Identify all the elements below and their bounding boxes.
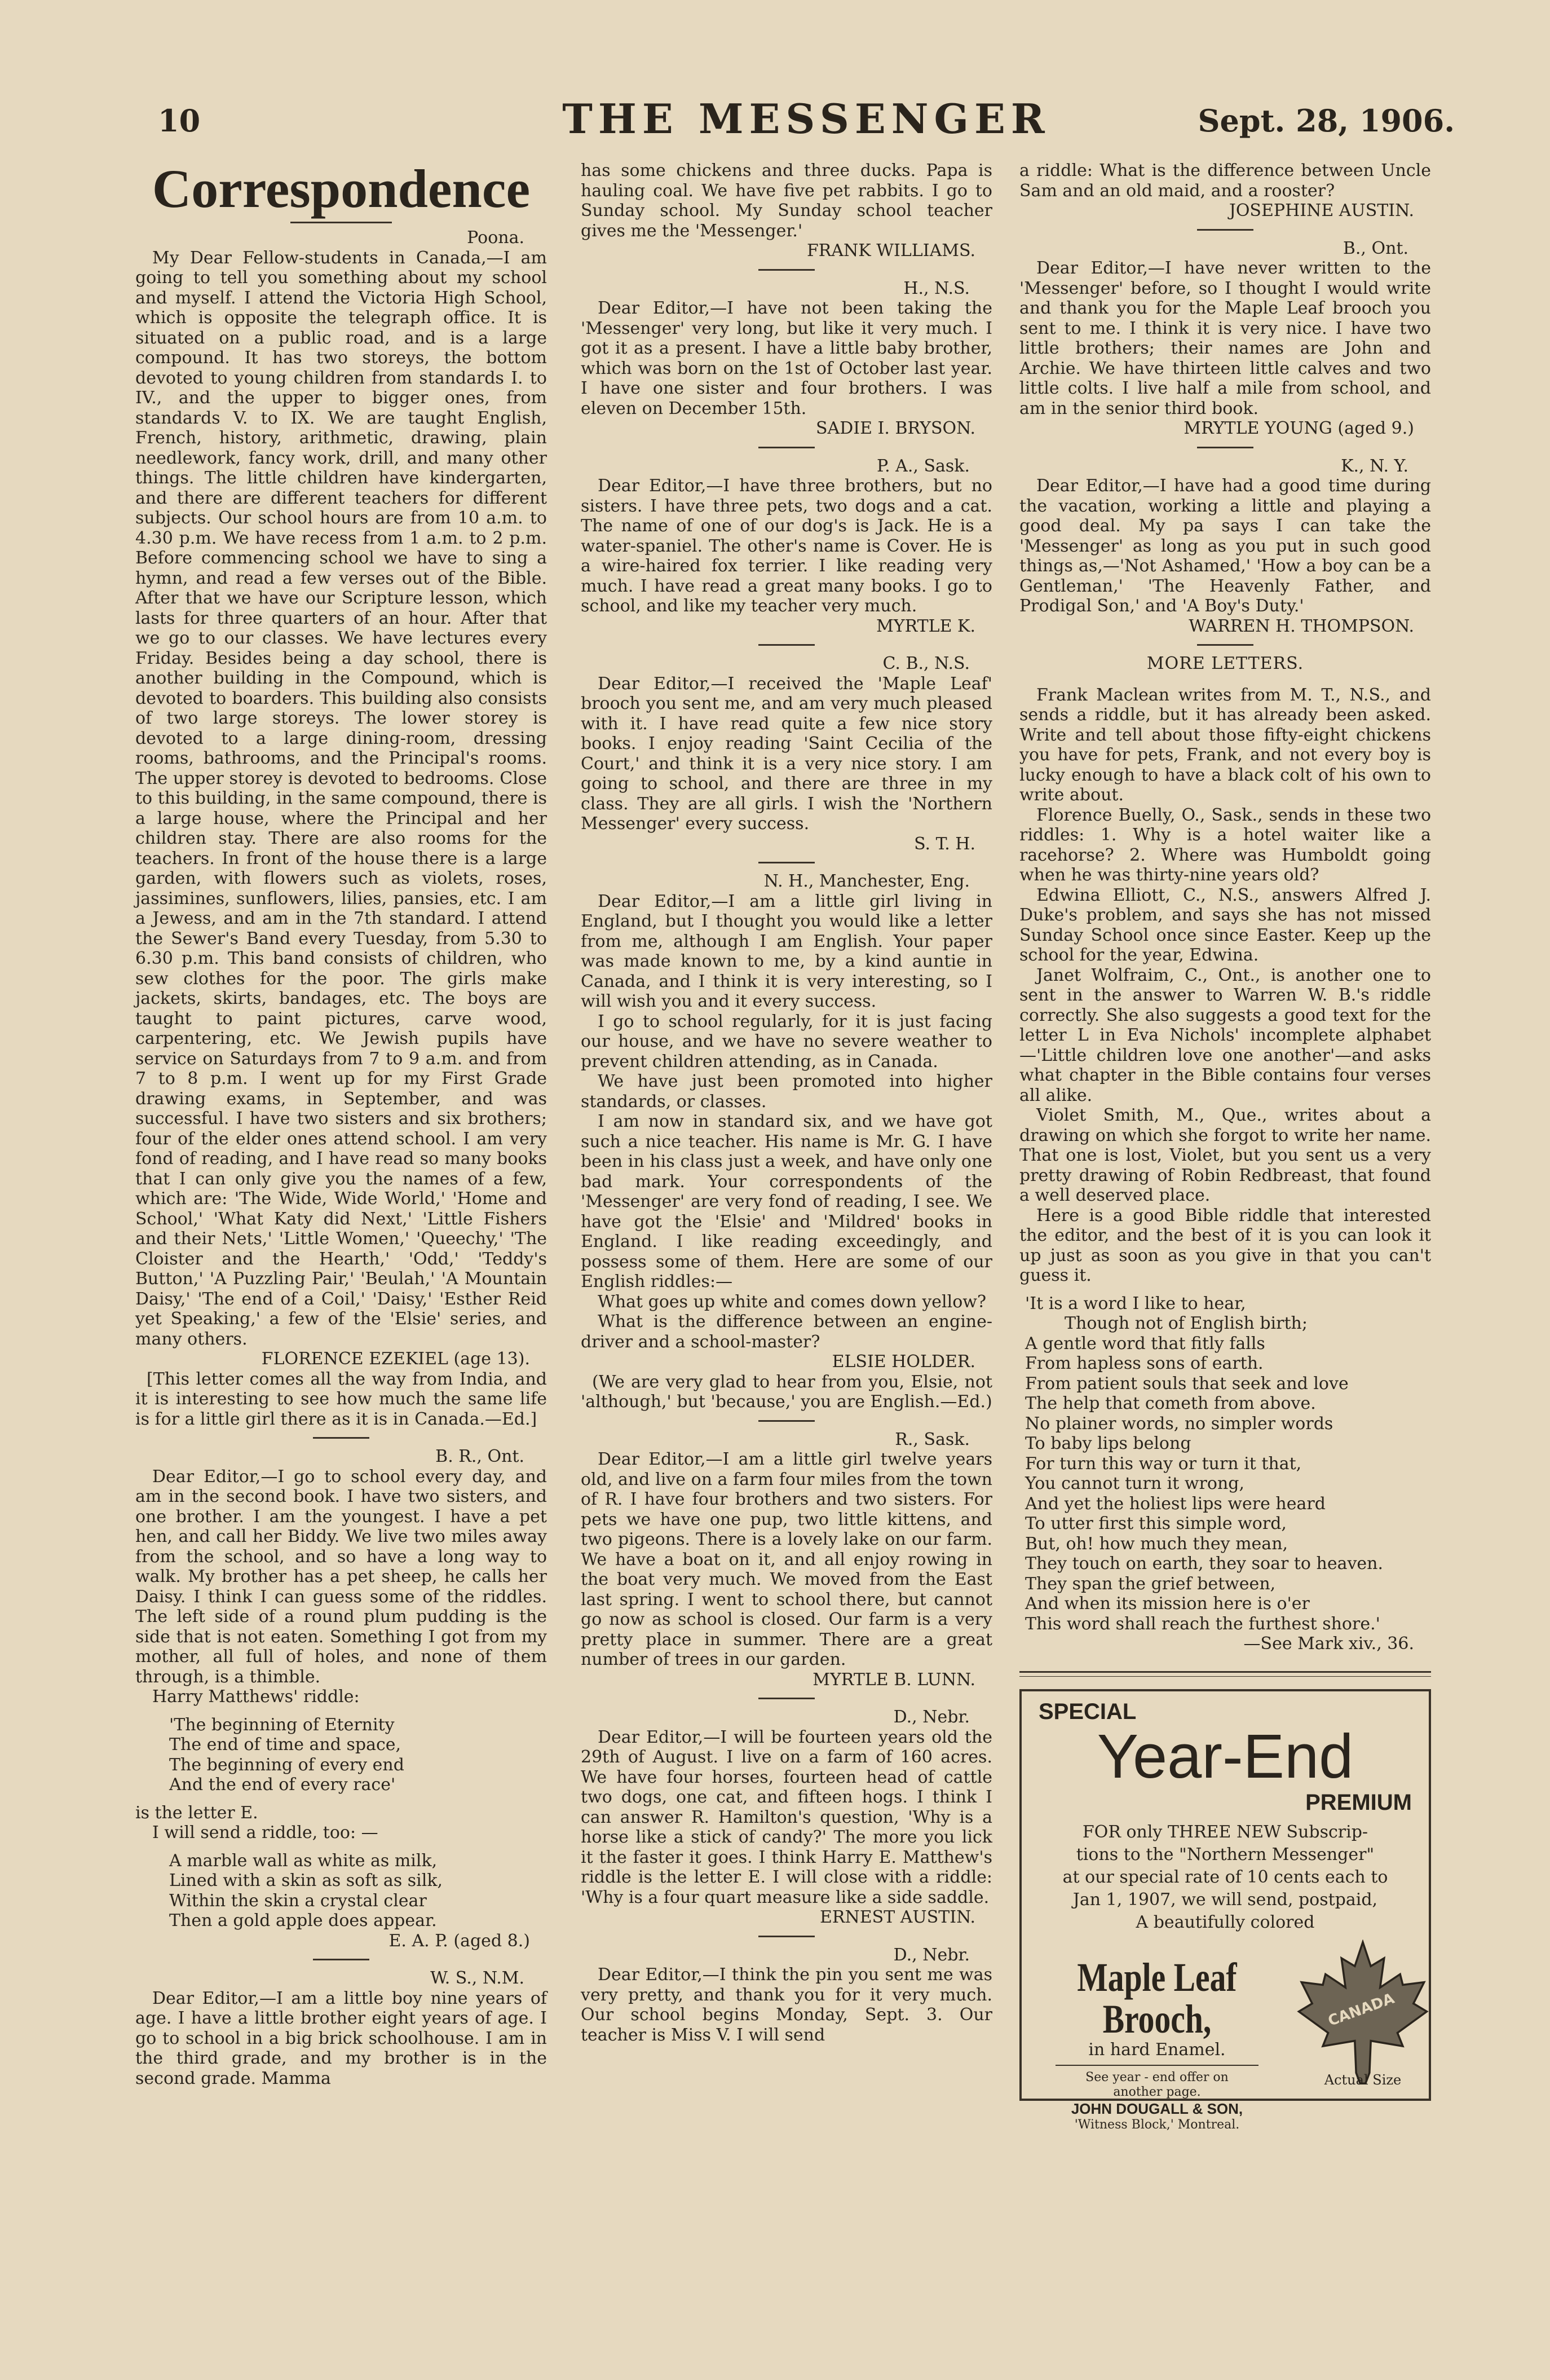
letter-place: R., Sask. [895, 1429, 970, 1449]
actual-size-label: Actual Size [1324, 2072, 1402, 2088]
letter-body: Dear Editor,—I am a little boy nine years of age. I have a little brother eight years of age. I go to school in a big brick schoolhouse. I am in the third grade, and my brother is in the second grade. Mamma [135, 1988, 547, 2088]
letter-place: K., N. Y. [1341, 456, 1408, 476]
letter-body: a riddle: What is the difference between Uncle Sam and an old maid, and a rooster? [1019, 161, 1431, 201]
divider [1197, 644, 1253, 646]
note-paragraph: Violet Smith, M., Que., writes about a drawing on which she forgot to write her name. That one is lost, Violet, but you sent us a very pretty drawing of Robin Redbreast, that found a well deserved place. [1019, 1105, 1431, 1205]
letter-signature: WARREN H. THOMPSON. [1189, 616, 1414, 636]
letter-place: P. A., Sask. [877, 456, 970, 476]
divider [758, 447, 815, 448]
divider [313, 1959, 369, 1960]
letter-place: N. H., Manchester, Eng. [763, 871, 970, 891]
divider [758, 644, 815, 646]
column-2 [581, 161, 992, 2045]
letter-body: Dear Editor,—I have never written to the 'Messenger' before, so I thought I would write and thank you for the Maple Leaf brooch you sent to me. I think it is very nice. I have two little brothers; their names are John and Archie. We have thirteen little calves and two little colts. I live half a mile from school, and am in the senior third book. [1019, 258, 1431, 418]
letter-place: W. S., N.M. [430, 1968, 524, 1988]
product-material: in hard Enamel. [1088, 2039, 1226, 2060]
letter-body: What goes up white and comes down yellow? [598, 1292, 987, 1312]
verse-line: The end of time and space, [169, 1735, 401, 1755]
editor-note: (We are very glad to hear from you, Elsie, not 'although,' but 'because,' you are English.—Ed.) [581, 1372, 992, 1412]
poem-line: Though not of English birth; [1065, 1314, 1308, 1333]
offer-line: Jan 1, 1907, we will send, postpaid, [1072, 1889, 1378, 1910]
letter-signature: SADIE I. BRYSON. [815, 418, 975, 438]
poem-line: From hapless sons of earth. [1025, 1354, 1264, 1373]
letter-body: Dear Editor,—I received the 'Maple Leaf' brooch you sent me, and am very much pleased with it. I have read quite a few nice story books. I enjoy reading 'Saint Cecilia of the Court,' and think it is a very nice story. I am going to school, and there are three in my class. They are all girls. I wish the 'Northern Messenger' every success. [581, 673, 992, 834]
publisher-address: 'Witness Block,' Montreal. [1074, 2117, 1240, 2132]
maple-leaf-icon [1292, 1940, 1433, 2086]
divider [1197, 447, 1253, 448]
letter-body: My Dear Fellow-students in Canada,—I am going to tell you something about my school and myself. I attend the Victoria High School, which is opposite the telegraph office. It is situated on a public road, and is a large compound. It has two storeys, the bottom devoted to young children from standards I. to IV., and the upper to bigger ones, from standards V. to IX. We are taught English, French, history, arithmetic, drawing, plain needlework, fancy work, drill, and many other things. The little children have kindergarten, and there are different teachers for different subjects. Our school hours are from 10 a.m. to 4.30 p.m. We have recess from 1 a.m. to 2 p.m. Before commencing school we have to sing a hymn, and read a few verses out of the Bible. After that we have our Scripture lesson, which lasts for three quarters of an hour. After that we go to our classes. We have lectures every Friday. Besides being a day school, there is another building in the Compound, which is devoted to boarders. This building also consists of two large storeys. The lower storey is devoted to a large dining-room, dressing rooms, bathrooms, and the Principal's rooms. The upper storey is devoted to bedrooms. Close to this building, in the same compound, there is a large house, where the Principal and her children stay. There are also rooms for the teachers. In front of the house there is a large garden, with flowers such as violets, roses, jassimines, sunflowers, lilies, pansies, etc. I am a Jewess, and am in the 7th standard. I attend the Sewer's Band every Tuesday, from 5.30 to 6.30 p.m. This band consists of children, who sew clothes for the poor. The girls make jackets, skirts, bandages, etc. The boys are taught to paint pictures, carve wood, carpentering, etc. We Jewish pupils have service on Saturdays from 7 to 9 a.m. and from 7 to 8 p.m. I went up for my First Grade drawing exams, in September, and was successful. I have two sisters and six brothers; four of the elder ones attend school. I am very fond of reading, and I have read so many books that I can only give you the names of a few, which are: 'The Wide, Wide World,' 'Home and School,' 'What Katy did Next,' 'Little Fishers and their Nets,' 'Little Women,' 'Queechy,' 'The Cloister and the Hearth,' 'Odd,' 'Teddy's Button,' 'A Puzzling Pair,' 'Beulah,' 'A Mountain Daisy,' 'The end of a Coil,' 'Daisy,' 'Esther Reid yet Speaking,' a few of the 'Elsie' series, and many others. [135, 248, 547, 1349]
poem-line: But, oh! how much they mean, [1025, 1533, 1288, 1554]
divider [758, 269, 815, 271]
letter-body: Dear Editor,—I am a little girl twelve years old, and live on a farm four miles from the town of R. I have four brothers and two sisters. For pets we have one pup, two little kittens, and two pigeons. There is a lovely lake on our farm. We have a boat on it, and all enjoy rowing in the boat very much. We moved from the East last spring. I went to school there, but cannot go now as school is closed. Our farm is a very pretty place in summer. There are a great number of trees in our garden. [581, 1449, 992, 1669]
divider [758, 1698, 815, 1699]
letter-place: D., Nebr. [893, 1945, 970, 1965]
letter-signature: E. A. P. (aged 8.) [388, 1931, 530, 1951]
issue-date: Sept. 28, 1906. [1198, 103, 1455, 139]
divider [313, 1437, 369, 1439]
poem-line: The help that cometh from above. [1025, 1394, 1316, 1413]
letter-body: Dear Editor,—I go to school every day, and am in the second book. I have two sisters, and one brother. I am the youngest. I have a pet hen, and call her Biddy. We live two miles away from the school, and so have a long way to walk. My brother has a pet sheep, he calls her Daisy. I think I can guess some of the riddles. The left side of a round plum pudding is the side that is not eaten. Something I got from my mother, all full of holes, and none of them through, is a thimble. [135, 1466, 547, 1687]
letter-body: Dear Editor,—I will be fourteen years old the 29th of August. I live on a farm of 160 acres. We have four horses, fourteen head of cattle two dogs, one cat, and fifteen hogs. I think I can answer R. Hamilton's question, 'Why is a horse like a stick of candy?' The more you lick it the faster it goes. I think Harry E. Matthew's riddle is the letter E. I will close with a riddle: 'Why is a four quart measure like a side saddle. [581, 1727, 992, 1907]
promo-product [1039, 1956, 1275, 2132]
verse-line: Then a gold apple does appear. [169, 1911, 437, 1931]
letter-signature: ERNEST AUSTIN. [820, 1907, 975, 1927]
note-paragraph: Florence Buelly, O., Sask., sends in these two riddles: 1. Why is a hotel waiter like a racehorse? 2. Where was Humboldt going when he was thirty-nine years old? [1019, 805, 1431, 885]
offer-line: at our special rate of 10 cents each to [1062, 1867, 1388, 1887]
section-title: Correspondence [152, 158, 531, 219]
letter-body: What is the difference between an engine-driver and a school-master? [581, 1312, 992, 1352]
column-3 [1019, 161, 1431, 2132]
letter-place: D., Nebr. [893, 1707, 970, 1727]
divider [758, 1936, 815, 1937]
verse-line: Lined with a skin as soft as silk, [169, 1871, 443, 1890]
promo-title: Year-End [1097, 1721, 1354, 1791]
poem [1019, 1294, 1431, 1634]
riddle-answer: is the letter E. [135, 1802, 258, 1823]
product-name: Maple Leaf [1077, 1954, 1237, 2000]
poem-line: You cannot turn it wrong, [1025, 1474, 1245, 1493]
letter-body: Dear Editor,—I am a little girl living in England, but I thought you would like a letter from me, although I am English. Your paper was made known to me, by a kind auntie in Canada, and I think it is very interesting, so I will wish you and it every success. [581, 891, 992, 1011]
letter-body: Dear Editor,—I have three brothers, but no sisters. I have three pets, two dogs and a cat. The name of one of our dog's is Jack. He is a water-spaniel. The other's name is Cover. He is a wire-haired fox terrier. I like reading very much. I have read a great many books. I go to school, and like my teacher very much. [581, 476, 992, 616]
letter-body: Dear Editor,—I have had a good time during the vacation, working a little and playing a good deal. My pa says I can take the 'Messenger' as long as you put in such good things as,—'Not Ashamed,' 'How a boy can be a Gentleman,' 'The Heavenly Father, and Prodigal Son,' and 'A Boy's Duty.' [1019, 476, 1431, 616]
poem-line: 'It is a word I like to hear, [1025, 1293, 1246, 1314]
note-paragraph: Frank Maclean writes from M. T., N.S., and sends a riddle, but it has already been asked. Write and tell about those fifty-eight chickens you have for pets, Frank, and not every boy is lucky enough to have a black colt of his own to write about. [1019, 685, 1431, 805]
letter-signature: S. T. H. [914, 834, 975, 854]
letter-signature: MYRTLE K. [876, 616, 975, 636]
leaf-label: CANADA [1326, 1990, 1397, 2030]
page-header [158, 95, 1455, 151]
divider [758, 1420, 815, 1422]
double-rule [1019, 1671, 1431, 1677]
see-offer-2: another page. [1113, 2084, 1201, 2099]
verse-line: The beginning of every end [169, 1755, 404, 1775]
letter-place: B. R., Ont. [435, 1447, 524, 1466]
letter-body: Dear Editor,—I have not been taking the 'Messenger' very long, but like it very much. I got it as a present. I have a little baby brother, which was born on the 1st of October last year. I have one sister and four brothers. I was eleven on December 15th. [581, 298, 992, 418]
letter-place: Poona. [467, 228, 524, 248]
letter-body: Dear Editor,—I think the pin you sent me was very pretty, and thank you for it very much. Our school begins Monday, Sept. 3. Our teacher is Miss V. I will send [581, 1965, 992, 2045]
poem-line: And yet the holiest lips were heard [1025, 1493, 1326, 1514]
letter-place: C. B., N.S. [882, 654, 970, 673]
divider [1056, 2065, 1258, 2066]
promo-special: SPECIAL [1039, 1699, 1137, 1724]
poem-line: They span the grief between, [1025, 1574, 1276, 1594]
poem-line: And when its mission here is o'er [1025, 1594, 1310, 1614]
note-paragraph: Janet Wolfraim, C., Ont., is another one to sent in the answer to Warren W. B.'s riddle correctly. She also suggests a good text for the letter L in Eva Nichols' incomplete alphabet—'Little children love one another'—and asks what chapter in the Bible contains four verses all alike. [1019, 965, 1431, 1105]
page-number: 10 [158, 103, 201, 139]
column-1 [135, 158, 547, 2088]
letter-signature: ELSIE HOLDER. [832, 1352, 975, 1372]
letter-body: I go to school regularly, for it is just facing our house, and we have no severe weather to prevent children attending, as in Canada. [581, 1011, 992, 1072]
offer-line: FOR only THREE NEW Subscrip- [1082, 1822, 1368, 1842]
verse-line: A marble wall as white as milk, [169, 1850, 438, 1871]
poem-line: From patient souls that seek and love [1025, 1373, 1349, 1394]
letter-body: has some chickens and three ducks. Papa is hauling coal. We have five pet rabbits. I go to Sunday school. My Sunday school teacher gives me the 'Messenger.' [581, 161, 992, 241]
letter-signature: FLORENCE EZEKIEL (age 13). [261, 1349, 530, 1369]
editor-note: [This letter comes all the way from India, and it is interesting to see how much the same life is for a little girl there as it is in Canada.—Ed.] [135, 1369, 547, 1429]
letter-signature: JOSEPHINE AUSTIN. [1229, 201, 1414, 221]
riddle-verse [135, 1851, 547, 1931]
poem-line: To baby lips belong [1025, 1434, 1191, 1453]
letter-signature: MRYTLE YOUNG (aged 9.) [1184, 418, 1414, 438]
letter-signature: MYRTLE B. LUNN. [812, 1669, 975, 1690]
verse-line: 'The beginning of Eternity [169, 1715, 395, 1735]
riddle-intro: I will send a riddle, too: — [152, 1823, 378, 1843]
letter-place: H., N.S. [903, 278, 970, 298]
promo-premium: PREMIUM [1305, 1790, 1412, 1815]
poem-line: They touch on earth, they soar to heaven. [1025, 1554, 1384, 1574]
poem-line: To utter first this simple word, [1025, 1514, 1287, 1533]
product-name-2: Brooch, [1102, 1996, 1212, 2042]
poem-line: This word shall reach the furthest shore.' [1025, 1614, 1380, 1634]
poem-reference: —See Mark xiv., 36. [1243, 1634, 1414, 1654]
letter-place: B., Ont. [1343, 238, 1408, 258]
divider [1197, 229, 1253, 231]
poem-line: For turn this way or turn it that, [1025, 1453, 1302, 1474]
promo-offer [1039, 1821, 1412, 1934]
letter-body: We have just been promoted into higher standards, or classes. [581, 1072, 992, 1112]
poem-line: A gentle word that fitly falls [1025, 1333, 1265, 1354]
section-heading: MORE LETTERS. [1146, 654, 1304, 673]
note-paragraph: Here is a good Bible riddle that interested the editor, and the best of it is you can look it up just as soon as you give in that you can't guess it. [1019, 1205, 1431, 1285]
poem-line: No plainer words, no simpler words [1025, 1413, 1333, 1434]
divider [758, 862, 815, 863]
masthead: THE MESSENGER [562, 95, 1050, 143]
verse-line: Within the skin a crystal clear [169, 1890, 427, 1911]
promo-box [1019, 1689, 1431, 2132]
verse-line: And the end of every race' [169, 1775, 396, 1795]
offer-line: A beautifully colored [1136, 1912, 1315, 1932]
offer-line: tions to the "Northern Messenger" [1076, 1844, 1375, 1865]
riddle-verse [135, 1715, 547, 1795]
riddle-intro: Harry Matthews' riddle: [152, 1687, 360, 1707]
see-offer: See year - end offer on [1085, 2070, 1229, 2084]
letter-signature: FRANK WILLIAMS. [806, 241, 975, 261]
note-paragraph: Edwina Elliott, C., N.S., answers Alfred J. Duke's problem, and says she has not missed Sunday School once since Easter. Keep up the school for the year, Edwina. [1019, 885, 1431, 965]
divider [290, 222, 392, 223]
letter-body: I am now in standard six, and we have got such a nice teacher. His name is Mr. G. I have been in his class just a week, and have only one bad mark. Your correspondents of the 'Messenger' are very fond of reading, I see. We have got the 'Elsie' and 'Mildred' books in England. I like reading exceedingly, and possess some of them. Here are some of our English riddles:— [581, 1112, 992, 1292]
publisher-name: JOHN DOUGALL & SON, [1071, 2100, 1243, 2117]
